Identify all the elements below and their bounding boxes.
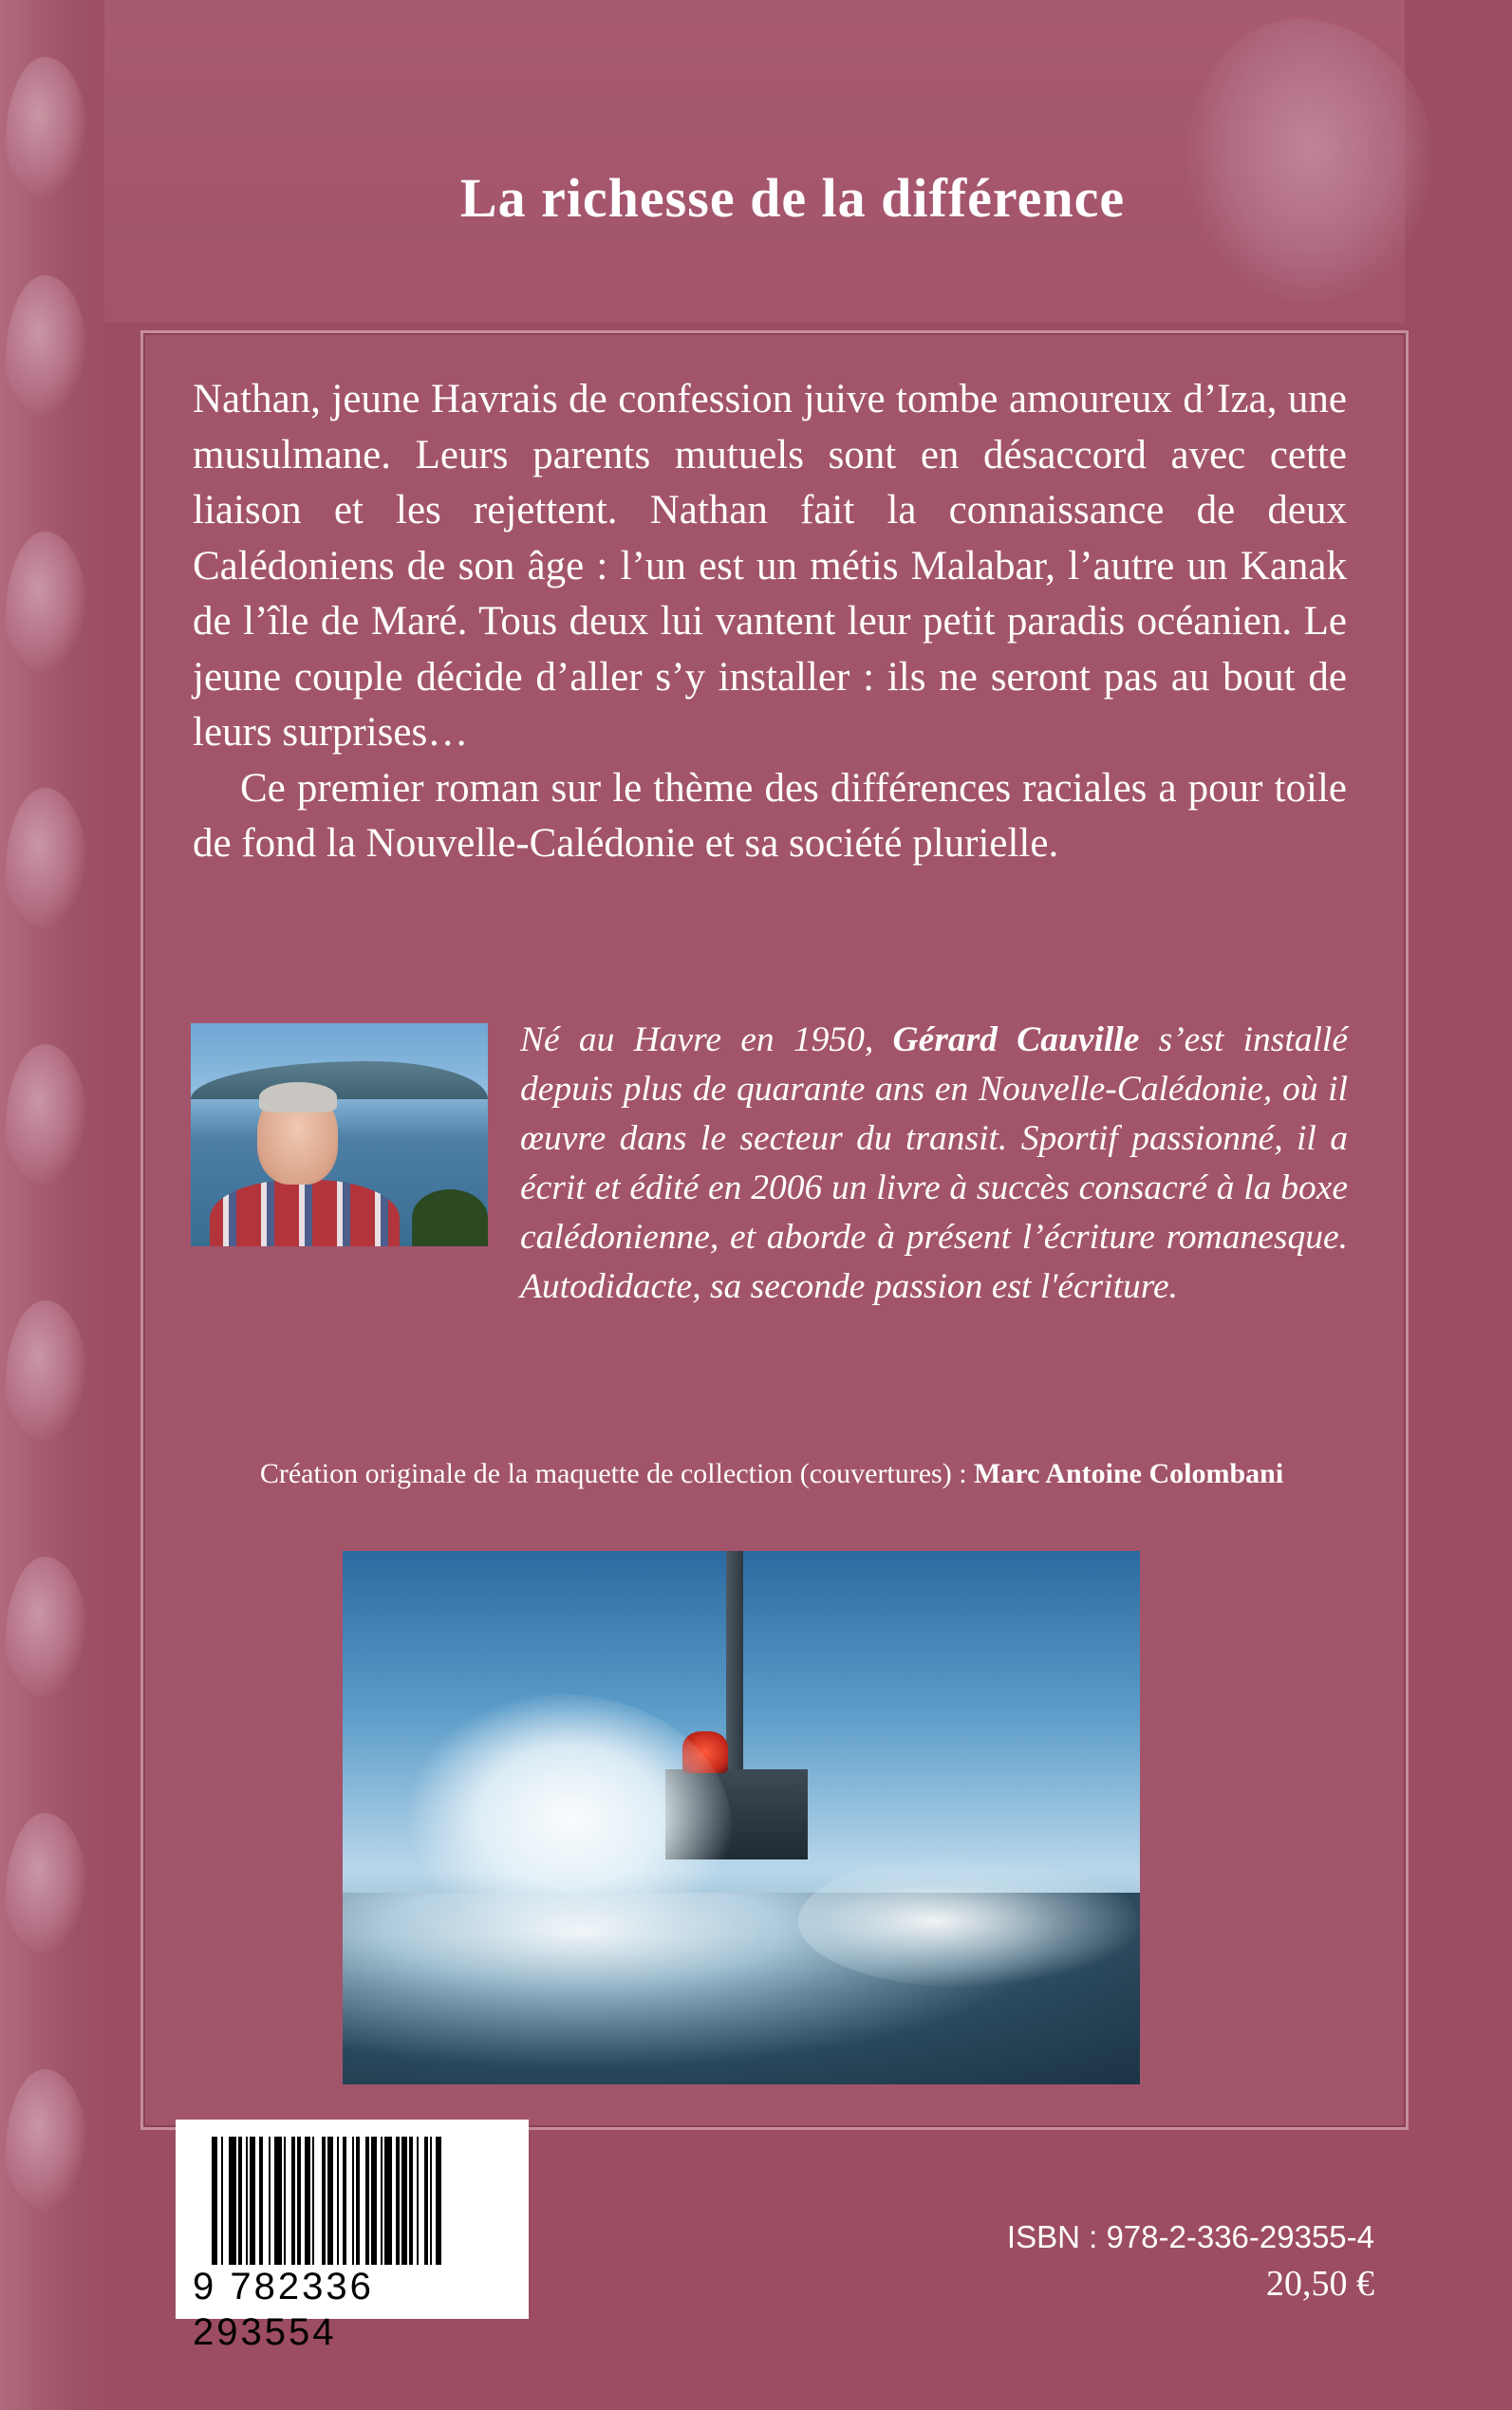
barcode-gap bbox=[314, 2137, 322, 2265]
barcode-bars bbox=[212, 2137, 496, 2265]
shell-ornament bbox=[6, 788, 87, 930]
blurb-paragraph-1: Nathan, jeune Havrais de confession juive tombe amoureux d’Iza, une musulmane. Leurs parents mutuels sont en désaccord avec cette liaison et les rejettent. Nathan fait la connaissance de deux Calédoniens de son âge : l’un est un métis Malabar, l’autre un Kanak de l’île de Maré. Tous deux lui vantent leur petit paradis océanien. Le jeune couple décide d’aller s’y installer : ils ne seront pas au bout de leurs surprises… bbox=[193, 377, 1347, 755]
blurb-paragraph-2: Ce premier roman sur le thème des différences raciales a pour toile de fond la Nouvelle-Calédonie et sa société plurielle. bbox=[193, 765, 1347, 866]
shell-ornament bbox=[6, 2069, 87, 2212]
photo-wave-crest bbox=[798, 1855, 1140, 1988]
isbn: ISBN : 978-2-336-29355-4 bbox=[1006, 2219, 1374, 2254]
price: 20,50 € bbox=[1266, 2264, 1374, 2304]
decorative-shell-band bbox=[0, 0, 104, 2410]
barcode bbox=[176, 2120, 529, 2353]
author-photo bbox=[191, 1023, 488, 1246]
barcode-bar bbox=[274, 2137, 282, 2265]
design-credit bbox=[140, 1458, 1403, 1490]
lighthouse-storm-photo bbox=[343, 1551, 1140, 2084]
barcode-bar bbox=[229, 2137, 236, 2265]
photo-shirt bbox=[210, 1180, 400, 1246]
credit-label: Création originale de la maquette de collection (couvertures) : bbox=[259, 1458, 975, 1489]
shell-ornament bbox=[6, 1557, 87, 1699]
barcode-digits: 9 782336 293554 bbox=[193, 2266, 374, 2353]
barcode-bar bbox=[384, 2137, 392, 2265]
photo-hills bbox=[191, 1061, 488, 1099]
bio-intro: Né au Havre en 1950, bbox=[520, 1020, 893, 1059]
shell-ornament bbox=[6, 532, 87, 674]
author-bio bbox=[520, 1016, 1348, 1312]
barcode-gap bbox=[441, 2137, 445, 2265]
shell-ornament bbox=[6, 1300, 87, 1443]
photo-hair bbox=[259, 1082, 337, 1112]
blurb-text bbox=[193, 372, 1347, 872]
shell-ornament bbox=[6, 1813, 87, 1955]
credit-name: Marc Antoine Colombani bbox=[974, 1458, 1284, 1489]
shell-ornament bbox=[6, 275, 87, 418]
photo-tree bbox=[412, 1189, 488, 1246]
bio-rest: s’est installé depuis plus de quarante ans en Nouvelle-Calédonie, où il œuvre dans le secteur du transit. Sportif passionné, il a écrit et édité en 2006 un livre à succès consacré à la boxe calédonienne, et aborde à présent l’écriture romanesque. Autodidacte, sa seconde passion est l'écriture. bbox=[520, 1020, 1348, 1306]
photo-mast bbox=[726, 1551, 743, 1779]
author-name: Gérard Cauville bbox=[892, 1020, 1140, 1059]
shell-ornament bbox=[6, 1044, 87, 1186]
book-title: La richesse de la différence bbox=[459, 167, 1126, 229]
